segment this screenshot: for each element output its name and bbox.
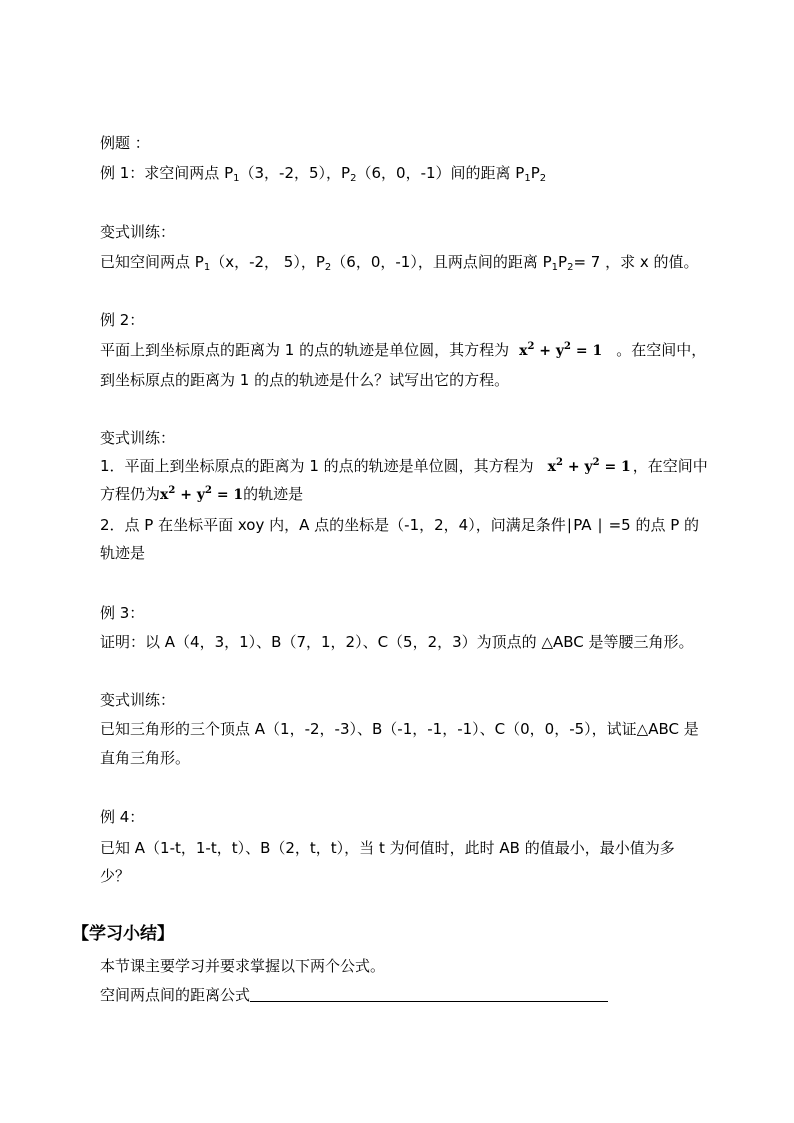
example-2-line-1 — [100, 340, 706, 361]
example-4-line-2: 少？ — [100, 867, 131, 885]
subscript: 1 — [524, 173, 531, 184]
subscript: 1 — [233, 173, 240, 184]
variant-1-part: 已知空间两点 P — [100, 253, 204, 271]
example-4-title: 例 4： — [100, 808, 145, 826]
summary-heading: 【学习小结】 — [72, 924, 174, 944]
subscript: 2 — [539, 173, 547, 184]
summary-line-1: 本节课主要学习并要求掌握以下两个公式。 — [100, 957, 386, 975]
variant-1-text — [100, 252, 699, 272]
variant-2-text: ，在空间中 — [632, 457, 708, 475]
subscript: 2 — [567, 262, 574, 273]
unit-circle-equation: $x^2 + y^2 = 1$ — [160, 485, 244, 503]
variant-2-line-4: 轨迹是 — [100, 544, 146, 562]
example-1-prefix: 例 1：求空间两点 P — [100, 164, 234, 182]
summary-line-2 — [100, 985, 608, 1005]
summary-text: 空间两点间的距离公式 — [100, 986, 251, 1004]
variant-1-part: （x，-2， 5），P — [210, 253, 325, 271]
variant-1-part: （6，0，-1），且两点间的距离 P — [331, 253, 552, 271]
subscript: 1 — [551, 262, 559, 273]
variant-2-text: 的轨迹是 — [243, 485, 304, 503]
variant-2-title: 变式训练： — [100, 429, 176, 447]
subscript: 2 — [350, 173, 357, 184]
variant-1-part: = 7 ，求 x 的值。 — [573, 253, 699, 271]
example-2-text: 。在空间中， — [616, 341, 707, 359]
variant-2-line-3: 2．点 P 在坐标平面 xoy 内，A 点的坐标是（-1，2，4），问满足条件∣PA ∣ =5 的点 P 的 — [100, 516, 700, 534]
variant-3-title: 变式训练： — [100, 691, 176, 709]
example-1-text — [100, 163, 546, 183]
example-3-line-1: 证明：以 A（4，3，1）、B（7，1，2）、C（5，2，3）为顶点的 △ABC 是等腰三角形。 — [100, 633, 694, 651]
example-3-title: 例 3： — [100, 604, 145, 622]
subscript: 1 — [203, 262, 211, 273]
example-4-line-1: 已知 A（1-t，1-t，t）、B（2，t，t），当 t 为何值时，此时 AB 的值最小，最小值为多 — [100, 839, 675, 857]
variant-2-line-1 — [100, 456, 708, 477]
variant-1-title: 变式训练： — [100, 223, 176, 241]
example-1-part: （6，0，-1）间的距离 P — [356, 164, 525, 182]
variant-2-line-2 — [100, 484, 303, 505]
answer-blank — [250, 985, 608, 1002]
example-header: 例题 ： — [100, 134, 150, 152]
variant-2-text: 方程仍为 — [100, 485, 161, 503]
example-2-title: 例 2： — [100, 311, 145, 329]
variant-1-part: P — [558, 253, 568, 271]
example-2-line-2: 到坐标原点的距离为 1 的点的轨迹是什么？试写出它的方程。 — [100, 371, 510, 389]
subscript: 2 — [324, 262, 332, 273]
variant-2-text: 1．平面上到坐标原点的距离为 1 的点的轨迹是单位圆，其方程为 — [100, 457, 534, 475]
unit-circle-equation: $x^2 + y^2 = 1$ — [547, 457, 631, 475]
unit-circle-equation: $x^2 + y^2 = 1$ — [519, 341, 603, 359]
example-1-part: （3，-2，5），P — [239, 164, 351, 182]
example-2-text: 平面上到坐标原点的距离为 1 的点的轨迹是单位圆，其方程为 — [100, 341, 510, 359]
variant-3-line-1: 已知三角形的三个顶点 A（1，-2，-3）、B（-1，-1，-1）、C（0，0，-5），试证△ABC 是 — [100, 720, 699, 738]
example-1-part: P — [530, 164, 540, 182]
variant-3-line-2: 直角三角形。 — [100, 749, 191, 767]
